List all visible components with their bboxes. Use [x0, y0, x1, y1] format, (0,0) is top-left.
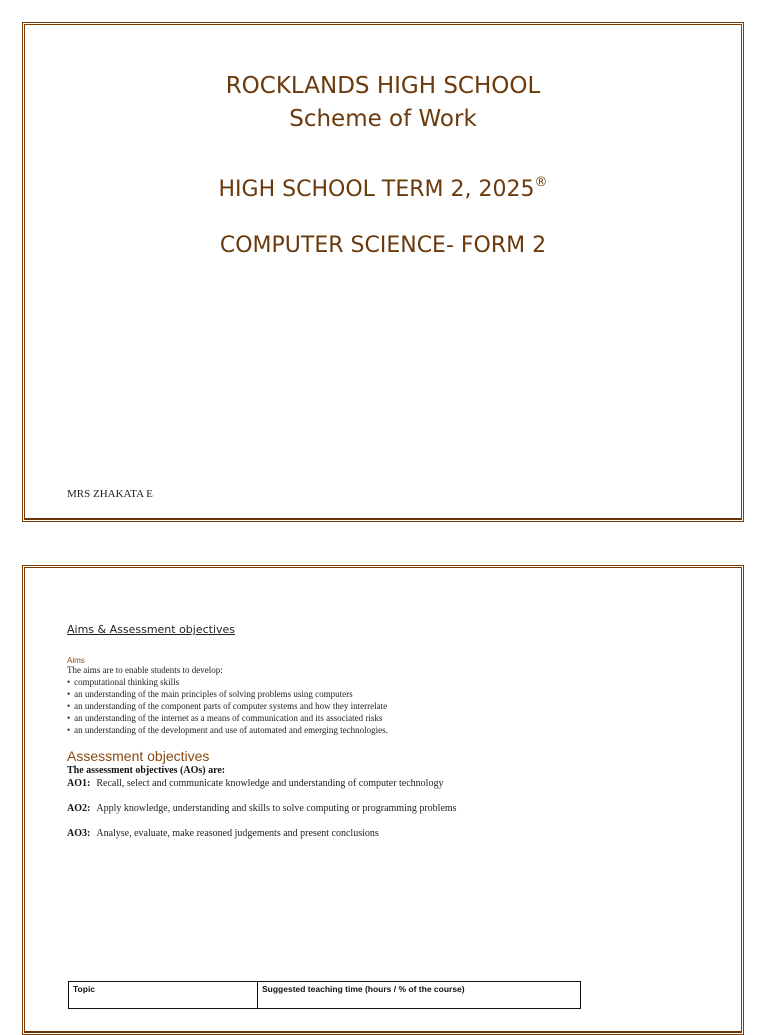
aims-intro: The aims are to enable students to develop:: [67, 665, 223, 675]
topic-column-header: Topic: [69, 982, 258, 1009]
aims-section-heading: Aims & Assessment objectives: [67, 623, 236, 636]
topics-table: [68, 981, 581, 1009]
term-text: HIGH SCHOOL TERM 2, 2025: [218, 177, 535, 202]
author-name: MRS ZHAKATA E: [67, 488, 153, 500]
list-item: • an understanding of the main principles of solving problems using computers: [67, 688, 388, 700]
assessment-heading: Assessment objectives: [67, 748, 210, 764]
school-name: ROCKLANDS HIGH SCHOOL: [225, 73, 541, 99]
list-item: • an understanding of the internet as a means of communication and its associated risks: [67, 712, 388, 724]
aims-list: [67, 676, 388, 736]
objective-ao1: [67, 778, 443, 789]
subject-title: COMPUTER SCIENCE- FORM 2: [219, 233, 547, 258]
registered-mark: ®: [534, 175, 548, 190]
objective-ao3: [67, 828, 379, 839]
list-item: • an understanding of the development and use of automated and emerging technologies.: [67, 724, 388, 736]
list-item: • an understanding of the component parts of computer systems and how they interrelate: [67, 700, 388, 712]
objective-code: AO2:: [67, 803, 91, 814]
objective-code: AO1:: [67, 778, 91, 789]
scheme-title: Scheme of Work: [289, 106, 477, 132]
term-title: [25, 177, 741, 202]
time-column-header: Suggested teaching time (hours / % of the course): [258, 982, 581, 1009]
objective-text: Analyse, evaluate, make reasoned judgements and present conclusions: [96, 828, 379, 839]
assessment-intro: The assessment objectives (AOs) are:: [67, 765, 226, 776]
aims-label: Aims: [67, 656, 85, 665]
list-item: • computational thinking skills: [67, 676, 388, 688]
objective-text: Apply knowledge, understanding and skills to solve computing or programming problems: [96, 803, 457, 814]
aims-page: [22, 565, 744, 1035]
cover-page: [22, 22, 744, 522]
table-header-row: [69, 982, 581, 1009]
objective-text: Recall, select and communicate knowledge and understanding of computer technology: [96, 778, 444, 789]
objective-ao2: [67, 803, 457, 814]
objective-code: AO3:: [67, 828, 91, 839]
